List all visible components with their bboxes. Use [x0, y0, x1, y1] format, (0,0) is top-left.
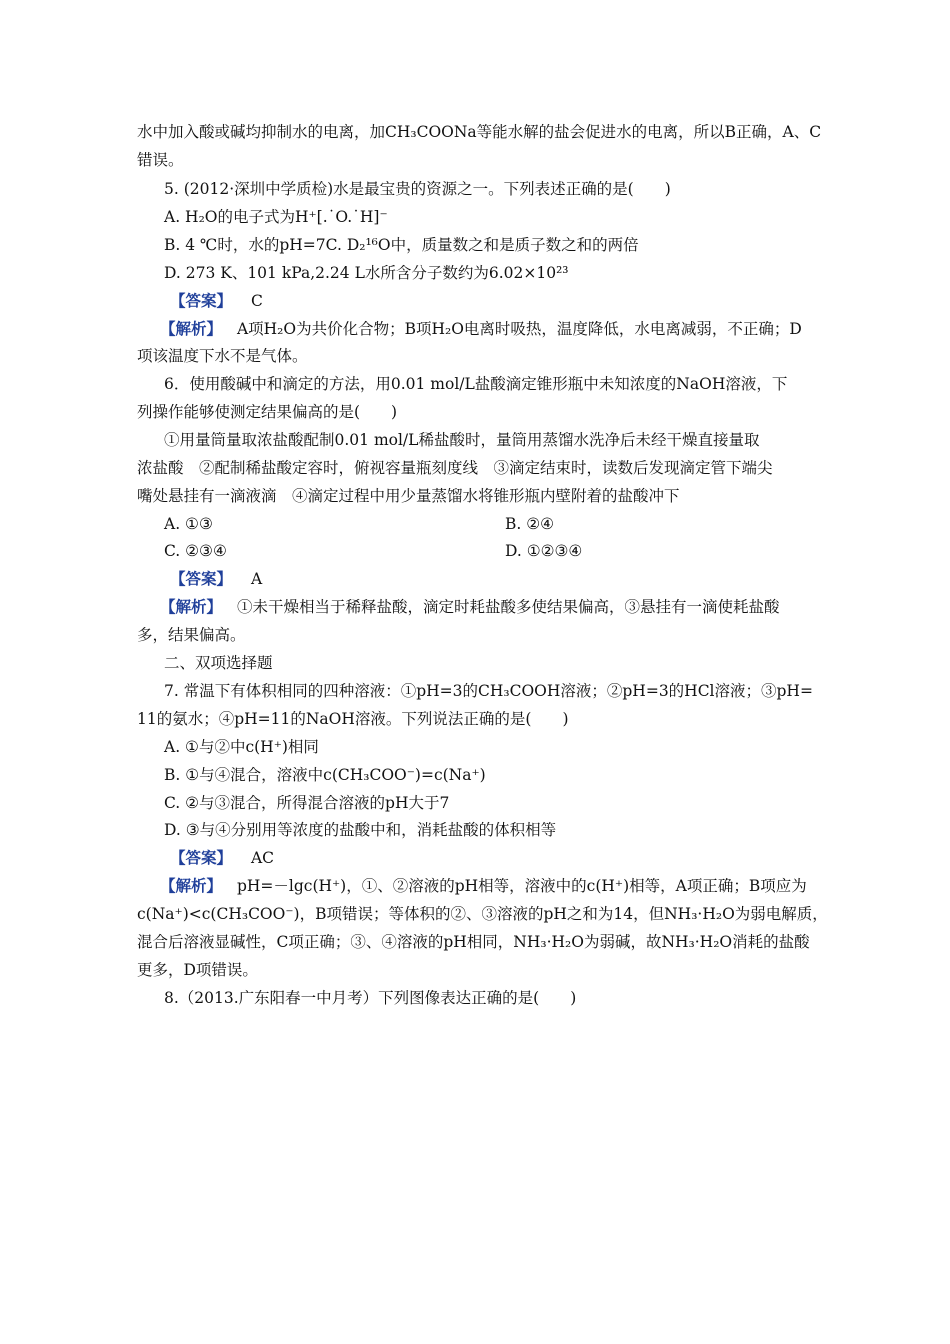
option-7d: D. ③与④分别用等浓度的盐酸中和，消耗盐酸的体积相等 — [164, 821, 557, 839]
question-6-line2: 列操作能够使测定结果偏高的是( ) — [137, 403, 398, 421]
option-6d: D. ①②③④ — [505, 542, 583, 560]
question-6-line5: 嘴处悬挂有一滴液滴 ④滴定过程中用少量蒸馏水将锥形瓶内壁附着的盐酸冲下 — [137, 487, 680, 505]
explanation-6-line1 — [160, 597, 779, 617]
explanation-5-line1 — [160, 319, 802, 339]
option-7b: B. ①与④混合，溶液中c(CH₃COO⁻)=c(Na⁺) — [164, 766, 486, 784]
option-6a: A. ①③ — [164, 515, 213, 533]
option-7a: A. ①与②中c(H⁺)相同 — [164, 738, 319, 756]
question-7-line2: 11的氨水；④pH=11的NaOH溶液。下列说法正确的是( ) — [137, 710, 569, 728]
answer-value: AC — [250, 849, 275, 867]
explanation-tag: 【解析】 — [160, 876, 223, 895]
explanation-5-line2: 项该温度下水不是气体。 — [137, 347, 308, 365]
answer-tag: 【答案】 — [170, 291, 233, 310]
option-7c: C. ②与③混合，所得混合溶液的pH大于7 — [164, 794, 450, 812]
answer-6 — [170, 569, 262, 589]
explanation-7-line3: 混合后溶液显碱性，C项正确；③、④溶液的pH相同，NH₃·H₂O为弱碱，故NH₃·H₂O消耗的盐酸 — [137, 933, 810, 951]
text-line: 水中加入酸或碱均抑制水的电离，加CH₃COONa等能水解的盐会促进水的电离，所以B正确，A、C — [137, 123, 822, 141]
explanation-7-line1 — [160, 876, 807, 896]
question-6-line1: 6．使用酸碱中和滴定的方法，用0.01 mol/L盐酸滴定锥形瓶中未知浓度的NaOH溶液，下 — [164, 375, 788, 393]
explanation-text: ①未干燥相当于稀释盐酸，滴定时耗盐酸多使结果偏高，③悬挂有一滴使耗盐酸 — [236, 598, 780, 616]
answer-tag: 【答案】 — [170, 569, 233, 588]
explanation-7-line4: 更多，D项错误。 — [137, 961, 258, 979]
option-6c: C. ②③④ — [164, 542, 227, 560]
option-5b: B. 4 ℃时，水的pH=7C. D₂¹⁶O中，质量数之和是质子数之和的两倍 — [164, 236, 639, 254]
text-line: 错误。 — [137, 151, 184, 169]
section-heading: 二、双项选择题 — [164, 654, 273, 672]
explanation-text: pH=－lgc(H⁺)，①、②溶液的pH相等，溶液中的c(H⁺)相等，A项正确；B项应为 — [236, 877, 807, 895]
question-7-line1: 7. 常温下有体积相同的四种溶液：①pH=3的CH₃COOH溶液；②pH=3的HCl溶液；③pH= — [164, 682, 813, 700]
question-6-line3: ①用量筒量取浓盐酸配制0.01 mol/L稀盐酸时，量筒用蒸馏水洗净后未经干燥直接量取 — [164, 431, 760, 449]
option-5a: A. H₂O的电子式为H⁺[.˙O.˙H]⁻ — [164, 208, 388, 226]
answer-value: C — [250, 292, 263, 310]
answer-7 — [170, 848, 274, 868]
option-5d: D. 273 K、101 kPa,2.24 L水所含分子数约为6.02×10²³ — [164, 264, 569, 282]
answer-value: A — [250, 570, 263, 588]
answer-tag: 【答案】 — [170, 848, 233, 867]
explanation-tag: 【解析】 — [160, 319, 223, 338]
question-6-line4: 浓盐酸 ②配制稀盐酸定容时，俯视容量瓶刻度线 ③滴定结束时，读数后发现滴定管下端尖 — [137, 459, 773, 477]
explanation-7-line2: c(Na⁺)<c(CH₃COO⁻)，B项错误；等体积的②、③溶液的pH之和为14，但NH₃·H₂O为弱电解质， — [137, 905, 828, 923]
explanation-text: A项H₂O为共价化合物；B项H₂O电离时吸热，温度降低，水电离减弱，不正确；D — [236, 320, 802, 338]
question-5: 5. (2012·深圳中学质检)水是最宝贵的资源之一。下列表述正确的是( ) — [164, 180, 671, 198]
answer-5 — [170, 291, 263, 311]
explanation-tag: 【解析】 — [160, 597, 223, 616]
option-6b: B. ②④ — [505, 515, 555, 533]
question-8: 8.（2013.广东阳春一中月考）下列图像表达正确的是( ) — [164, 989, 577, 1007]
explanation-6-line2: 多，结果偏高。 — [137, 626, 246, 644]
